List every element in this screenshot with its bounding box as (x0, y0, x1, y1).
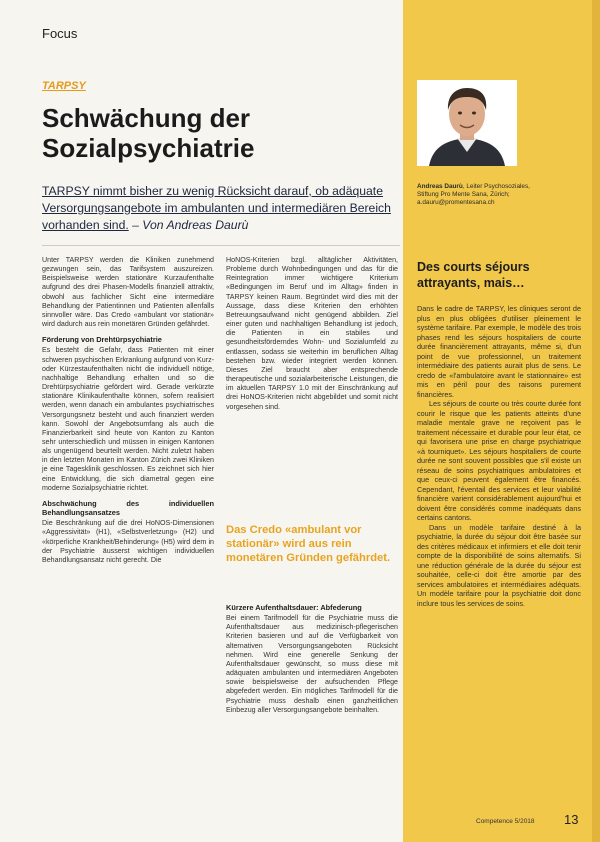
text-column-2-continued (226, 603, 398, 715)
sidebar-text (417, 304, 581, 608)
divider (42, 245, 400, 246)
article-kicker: TARPSY (42, 80, 86, 92)
subheading: Abschwächung des individuellen Behandlungsansatzes (42, 498, 214, 518)
article-lead (42, 183, 400, 234)
page-number: 13 (564, 812, 579, 827)
author-info (417, 183, 589, 207)
author-role: , Leiter Psychosoziales, (462, 183, 530, 190)
text-column-2 (226, 256, 398, 412)
lead-text: TARPSY nimmt bisher zu wenig Rücksicht darauf, ob adäquate Versorgungsangebote im ambulanten und intermediären Bereich vorhanden sind. (42, 184, 391, 232)
author-email: a.dauru@promentesana.ch (417, 199, 495, 206)
subheading: Kürzere Aufenthaltsdauer: Abfederung (226, 603, 362, 612)
author-name: Andreas Daurù (417, 183, 463, 190)
sidebar-title: Des courts séjours attrayants, mais… (417, 260, 530, 290)
sidebar-edge (592, 0, 600, 842)
paragraph: Bei einem Tarifmodell für die Psychiatrie muss die Aufenthaltsdauer aus medizinisch-pflegerischen Kriterien basieren und auf die Verfügbarkeit von alternativen Versorgungsangeboten Rücksicht nehmen. Wird eine generelle Senkung der Aufenthaltsdauer gewünscht, so muss diese mit adäquaten ambulanten und intermediären Angeboten sowie beispielsweise der aufsuchenden Pflege abgefedert werden. Ein mögliches Tarifmodell für die Psychiatrie muss deshalb einen ganzheitlichen Einbezug aller Versorgungsangebote beinhalten. (226, 614, 398, 714)
section-label: Focus (42, 26, 78, 41)
paragraph: HoNOS-Kriterien bzgl. alltäglicher Aktivitäten, Probleme durch Wohnbedingungen und das für die Reintegration immer wichtigere Kriterium «Bedingungen im Beruf und im Alltag» finden in TARPSY keinen Raum. Begründet wird dies mit der Aussage, dass diese Kriterien den erhöhten Betreuungsaufwand nicht genügend abbilden. Ziel einer guten und nachhaltigen Behandlung ist jedoch, die Patienten in ein stabiles und gesundheitsförderndes Wohn- und Sozialumfeld zu entlassen, sodass sie weiterhin im beruflichen Alltag bestehen bzw. wieder integriert werden können. Dieses Ziel braucht aber entsprechende therapeutische und sozialarbeiterische Leistungen, die im aktuellen TARPSY 1.0 mit der Einschränkung auf drei HoNOS-Kriterien nicht abgebildet und somit nicht vorgesehen sind. (226, 256, 398, 411)
paragraph: Die Beschränkung auf die drei HoNOS-Dimensionen «Aggressivität» (H1), «Selbstverletzung» (H2) und «körperliche Krankheit/Behinderung» (H5) wird dem in der Psychiatrie äusserst wichtigen individuellen Behandlungsansatz nicht gerecht. Die (42, 519, 214, 564)
pull-quote: Das Credo «ambulant vor stationär» wird aus rein monetären Gründen gefährdet. (226, 524, 391, 564)
byline: – Von Andreas Daurù (128, 218, 249, 232)
paragraph: Unter TARPSY werden die Kliniken zunehmend gezwungen sein, das Tarifsystem auszureizen. Beispielsweise werden stationäre Kurzaufenthalte aufgrund des drei Phasen-Modells finanziell attraktiv, obwohl aus fachlicher Sicht eine intermediäre Behandlung der Patientinnen und Patienten allenfalls sinnvoller wäre. Das Credo «ambulant vor stationär» wird dadurch aus rein monetären Gründen gefährdet. (42, 256, 214, 329)
author-organization: Stiftung Pro Mente Sana, Zürich; (417, 191, 510, 198)
sidebar-paragraph: Les séjours de courte ou très courte durée font courir le risque que les patients atteints d'une maladie mentale grave ne reçoivent pas le traitement nécessaire et durable pour leur état, ce qui favorisera une prise en charge psychiatrique «à tourniquet». Les séjours hospitaliers de courte durée ne sont souvent possibles que s'il existe un réseau de soins psychiatriques ambulatoires et que ceux-ci peuvent également être financés. Cependant, l'éventail des services et leur viabilité financière varient considérablement aujourd'hui et doivent être considérés comme inadéquats dans certains cantons. (417, 399, 581, 522)
publication-name: Competence 5/2018 (476, 818, 535, 825)
paragraph: Es besteht die Gefahr, dass Patienten mit einer schweren psychischen Erkrankung aufgrund von Kurz- oder Kürzestaufenthalten nicht die individuell nötige, nachhaltige Behandlung erhalten und so die Drehtürpsychiatrie gefördert wird. Gerade verkürzte stationäre Klinikaufenthalte können, sofern realisiert werden, wenn danach ein ambulantes psychiatrisches Versorgungsnetz besteht und auch finanziert werden kann. Sowohl der Angebotsumfang als auch die Finanzierbarkeit sind heute von Kanton zu Kanton sehr unterschiedlich und müssen in einigen Kantonen als ungenügend beurteilt werden. Nicht zuletzt haben in den letzten Monaten im Kanton Zürich zwei Kliniken je eine Tagesklinik geschlossen. Es zeichnet sich hier eine Entwicklung, die sich diametral gegen eine moderne Sozialpsychiatrie richtet. (42, 346, 214, 492)
author-portrait-icon (417, 80, 517, 166)
text-column-1 (42, 256, 214, 565)
sidebar-paragraph: Dans un modèle tarifaire destiné à la psychiatrie, la durée du séjour doit être basée sur des critères médicaux et infirmiers et elle doit tenir compte de la disponibilité de soins alternatifs. Si une réduction générale de la durée du séjour est souhaitée, celle-ci doit être amortie par des services ambulatoires et intermédiaires adéquats. Un modèle tarifaire pour la psychiatrie doit donc inclure tous les services de soins. (417, 522, 581, 608)
sidebar-paragraph: Dans le cadre de TARPSY, les cliniques seront de plus en plus obligées d'utiliser pleinement le système tarifaire. Par exemple, le modèle des trois phases rend les séjours hospitaliers de courte durée financièrement attrayants, même si, d'un point de vue professionnel, un traitement intermédiaire des patients aurait plus de sens. Le credo de «l'ambulatoire avant le stationnaire» est mis en péril pour des raisons purement financières. (417, 304, 581, 399)
subheading: Förderung von Drehtürpsychiatrie (42, 335, 162, 345)
article-title: Schwächung der Sozialpsychiatrie (42, 103, 255, 163)
